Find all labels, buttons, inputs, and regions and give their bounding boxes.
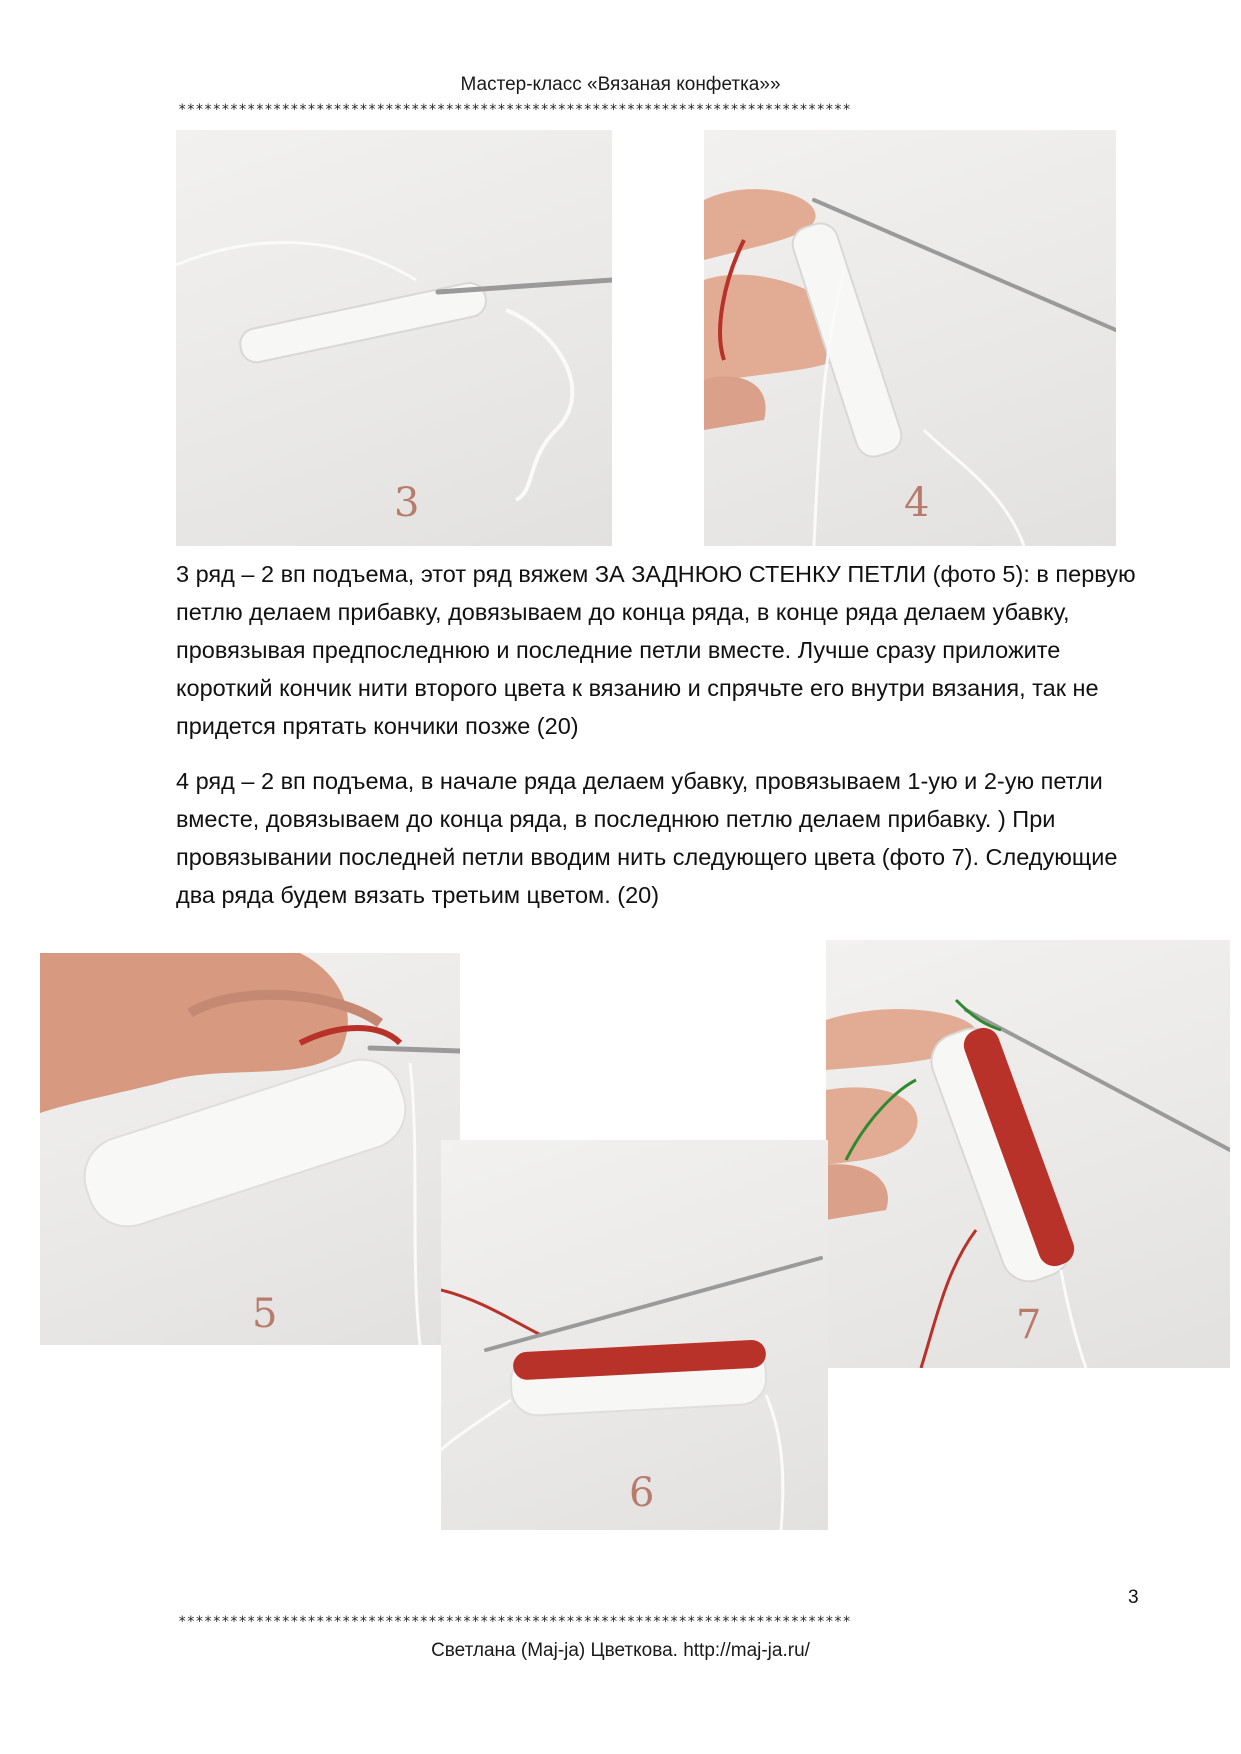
document-header-title: Мастер-класс «Вязаная конфетка»» xyxy=(460,74,781,95)
footer-author-credit: Светлана (Maj-ja) Цветкова. http://maj-ja.ru/ xyxy=(431,1640,810,1661)
photo-4-label: 4 xyxy=(904,480,930,526)
photo-6 xyxy=(441,1140,828,1530)
photo-7-label: 7 xyxy=(1016,1302,1042,1348)
photo-5 xyxy=(40,953,460,1345)
photo-7 xyxy=(826,940,1230,1368)
crochet-photo-5-icon xyxy=(40,953,460,1345)
paragraph-row-4: 4 ряд – 2 вп подъема, в начале ряда делаем убавку, провязываем 1-ую и 2-ую петли вместе, довязываем до конца ряда, в последнюю петлю делаем прибавку. ) При провязывании последней петли вводим нить следующего цвета (фото 7). Следующие два ряда будем вязать третьим цветом. (20) xyxy=(176,768,1118,908)
photo-5-label: 5 xyxy=(252,1291,278,1337)
paragraph-row-3: 3 ряд – 2 вп подъема, этот ряд вяжем ЗА ЗАДНЮЮ СТЕНКУ ПЕТЛИ (фото 5): в первую петлю делаем прибавку, довязываем до конца ряда, в конце ряда делаем убавку, провязывая предпоследнюю и последние петли вместе. Лучше сразу приложите короткий кончик нити второго цвета к вязанию и спрячьте его внутри вязания, так не придется прятать кончики позже (20) xyxy=(176,561,1136,739)
top-separator: ****************************************************************************** xyxy=(178,102,852,118)
photo-3 xyxy=(176,130,612,546)
photo-3-label: 3 xyxy=(394,480,420,526)
photo-4 xyxy=(704,130,1116,546)
photo-6-label: 6 xyxy=(629,1470,655,1516)
page-number: 3 xyxy=(1128,1587,1139,1608)
bottom-separator: ****************************************************************************** xyxy=(178,1614,852,1630)
